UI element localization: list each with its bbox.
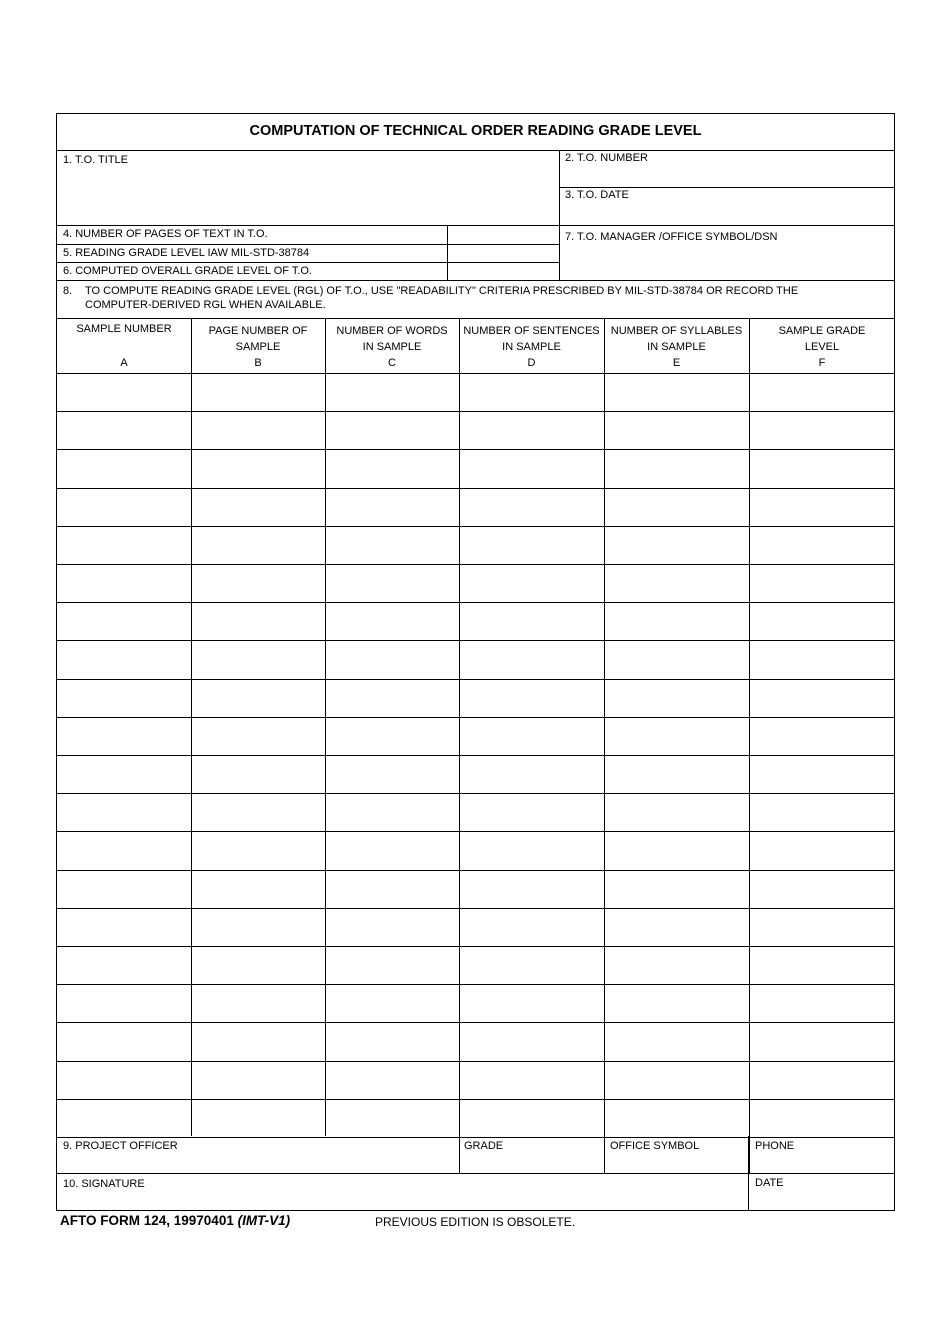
- table-cell-e[interactable]: [605, 947, 748, 983]
- table-cell-d[interactable]: [460, 603, 603, 639]
- divider: [57, 280, 895, 281]
- computed-grade-field[interactable]: [448, 263, 558, 279]
- table-cell-c[interactable]: [326, 871, 458, 907]
- table-cell-e[interactable]: [605, 489, 748, 525]
- to-date-field[interactable]: [560, 203, 894, 224]
- column-header-line2: IN SAMPLE: [647, 341, 706, 353]
- table-cell-d[interactable]: [460, 680, 603, 716]
- table-cell-d[interactable]: [460, 871, 603, 907]
- table-cell-d[interactable]: [460, 1023, 603, 1059]
- table-cell-b[interactable]: [192, 871, 324, 907]
- table-cell-f[interactable]: [750, 1023, 894, 1059]
- column-header-line2: IN SAMPLE: [362, 341, 422, 353]
- table-cell-a[interactable]: [58, 489, 190, 525]
- form-frame: [56, 113, 895, 1211]
- table-cell-a[interactable]: [58, 794, 190, 830]
- table-cell-d[interactable]: [460, 756, 603, 792]
- table-cell-e[interactable]: [605, 1023, 748, 1059]
- table-cell-d[interactable]: [460, 1100, 603, 1136]
- table-cell-e[interactable]: [605, 909, 748, 945]
- table-cell-c[interactable]: [326, 489, 458, 525]
- table-cell-b[interactable]: [192, 412, 324, 448]
- table-cell-e[interactable]: [605, 871, 748, 907]
- table-cell-f[interactable]: [750, 527, 894, 563]
- divider: [57, 1173, 895, 1174]
- table-cell-c[interactable]: [326, 947, 458, 983]
- table-cell-d[interactable]: [460, 718, 603, 754]
- form-identifier: [60, 1213, 290, 1228]
- table-cell-f[interactable]: [750, 832, 894, 868]
- table-cell-a[interactable]: [58, 565, 190, 601]
- office-symbol-field[interactable]: [604, 1154, 748, 1172]
- table-cell-f[interactable]: [750, 1062, 894, 1098]
- divider: [559, 187, 895, 188]
- form-id: AFTO FORM 124, 19970401: [60, 1213, 234, 1228]
- table-cell-f[interactable]: [750, 1100, 894, 1136]
- table-cell-e[interactable]: [605, 794, 748, 830]
- table-cell-d[interactable]: [460, 832, 603, 868]
- column-header-f: [749, 323, 895, 371]
- table-cell-c[interactable]: [326, 1023, 458, 1059]
- column-header-a: [57, 321, 191, 371]
- table-cell-f[interactable]: [750, 374, 894, 410]
- column-letter: A: [120, 357, 128, 369]
- table-cell-b[interactable]: [192, 985, 324, 1021]
- grade-field[interactable]: [459, 1154, 603, 1172]
- table-cell-f[interactable]: [750, 641, 894, 677]
- table-cell-a[interactable]: [58, 450, 190, 486]
- table-cell-e[interactable]: [605, 412, 748, 448]
- instruction-number: 8.: [63, 285, 73, 297]
- table-cell-b[interactable]: [192, 909, 324, 945]
- table-cell-b[interactable]: [192, 756, 324, 792]
- column-header-b: [191, 323, 325, 371]
- project-officer-label: 9. PROJECT OFFICER: [63, 1140, 178, 1152]
- table-cell-e[interactable]: [605, 832, 748, 868]
- table-cell-c[interactable]: [326, 680, 458, 716]
- date-label: DATE: [755, 1177, 784, 1189]
- to-title-field[interactable]: [58, 168, 558, 224]
- project-officer-field[interactable]: [58, 1154, 458, 1172]
- table-cell-f[interactable]: [750, 603, 894, 639]
- table-cell-e[interactable]: [605, 527, 748, 563]
- table-cell-a[interactable]: [58, 1023, 190, 1059]
- table-cell-f[interactable]: [750, 947, 894, 983]
- table-cell-b[interactable]: [192, 641, 324, 677]
- table-cell-a[interactable]: [58, 641, 190, 677]
- table-cell-f[interactable]: [750, 718, 894, 754]
- row-divider: [57, 1137, 895, 1138]
- table-cell-c[interactable]: [326, 527, 458, 563]
- table-cell-b[interactable]: [192, 1062, 324, 1098]
- table-cell-a[interactable]: [58, 909, 190, 945]
- form-title: COMPUTATION OF TECHNICAL ORDER READING GRADE LEVEL: [249, 123, 702, 139]
- table-cell-a[interactable]: [58, 412, 190, 448]
- table-cell-e[interactable]: [605, 1100, 748, 1136]
- table-cell-b[interactable]: [192, 450, 324, 486]
- table-cell-a[interactable]: [58, 603, 190, 639]
- phone-label: PHONE: [755, 1140, 795, 1152]
- table-cell-c[interactable]: [326, 641, 458, 677]
- column-letter: D: [527, 357, 536, 369]
- num-pages-label: 4. NUMBER OF PAGES OF TEXT IN T.O.: [63, 228, 268, 240]
- num-pages-field[interactable]: [448, 226, 558, 243]
- table-cell-b[interactable]: [192, 527, 324, 563]
- table-cell-e[interactable]: [605, 1062, 748, 1098]
- table-cell-a[interactable]: [58, 527, 190, 563]
- grade-label: GRADE: [464, 1140, 504, 1152]
- table-cell-c[interactable]: [326, 450, 458, 486]
- table-cell-c[interactable]: [326, 1100, 458, 1136]
- table-cell-a[interactable]: [58, 374, 190, 410]
- table-cell-b[interactable]: [192, 718, 324, 754]
- computed-grade-label: 6. COMPUTED OVERALL GRADE LEVEL OF T.O.: [63, 265, 312, 277]
- table-cell-d[interactable]: [460, 1062, 603, 1098]
- table-cell-c[interactable]: [326, 565, 458, 601]
- column-header-d: [459, 323, 604, 371]
- table-cell-a[interactable]: [58, 1062, 190, 1098]
- table-cell-e[interactable]: [605, 680, 748, 716]
- instruction-line-2: COMPUTER-DERIVED RGL WHEN AVAILABLE.: [85, 299, 326, 311]
- column-letter: C: [388, 357, 396, 369]
- table-cell-d[interactable]: [460, 909, 603, 945]
- column-header-line2: [57, 337, 191, 353]
- table-cell-b[interactable]: [192, 832, 324, 868]
- table-cell-a[interactable]: [58, 985, 190, 1021]
- office-symbol-label: OFFICE SYMBOL: [610, 1140, 700, 1152]
- column-letter: F: [818, 357, 826, 369]
- table-cell-f[interactable]: [750, 985, 894, 1021]
- column-header-line1: NUMBER OF SYLLABLES: [610, 325, 743, 337]
- column-letter: B: [254, 357, 262, 369]
- table-cell-c[interactable]: [326, 794, 458, 830]
- column-header-line1: SAMPLE GRADE: [778, 325, 866, 337]
- table-cell-b[interactable]: [192, 1023, 324, 1059]
- signature-field[interactable]: [58, 1192, 747, 1210]
- table-cell-e[interactable]: [605, 374, 748, 410]
- to-number-label: 2. T.O. NUMBER: [565, 152, 648, 164]
- table-cell-c[interactable]: [326, 909, 458, 945]
- table-cell-c[interactable]: [326, 756, 458, 792]
- table-cell-f[interactable]: [750, 412, 894, 448]
- column-letter: E: [672, 357, 681, 369]
- table-cell-a[interactable]: [58, 756, 190, 792]
- table-cell-b[interactable]: [192, 489, 324, 525]
- table-cell-b[interactable]: [192, 374, 324, 410]
- column-header-line1: NUMBER OF WORDS: [336, 325, 448, 337]
- column-header-e: [604, 323, 749, 371]
- table-cell-d[interactable]: [460, 794, 603, 830]
- table-cell-c[interactable]: [326, 603, 458, 639]
- table-cell-c[interactable]: [326, 718, 458, 754]
- to-title-label: 1. T.O. TITLE: [63, 154, 129, 166]
- table-cell-b[interactable]: [192, 565, 324, 601]
- table-cell-f[interactable]: [750, 450, 894, 486]
- table-cell-d[interactable]: [460, 527, 603, 563]
- signature-label: 10. SIGNATURE: [63, 1178, 145, 1190]
- table-cell-d[interactable]: [460, 565, 603, 601]
- table-cell-c[interactable]: [326, 832, 458, 868]
- table-cell-a[interactable]: [58, 680, 190, 716]
- table-cell-c[interactable]: [326, 1062, 458, 1098]
- table-cell-d[interactable]: [460, 450, 603, 486]
- column-header-c: [325, 323, 459, 371]
- table-cell-b[interactable]: [192, 794, 324, 830]
- table-cell-d[interactable]: [460, 489, 603, 525]
- column-header-line2: IN SAMPLE: [502, 341, 561, 353]
- table-cell-d[interactable]: [460, 947, 603, 983]
- table-cell-b[interactable]: [192, 947, 324, 983]
- column-header-line2: LEVEL: [804, 341, 840, 353]
- table-cell-f[interactable]: [750, 871, 894, 907]
- table-cell-f[interactable]: [750, 756, 894, 792]
- divider: [57, 318, 895, 319]
- table-cell-a[interactable]: [58, 718, 190, 754]
- table-cell-e[interactable]: [605, 603, 748, 639]
- edition-note: PREVIOUS EDITION IS OBSOLETE.: [375, 1215, 576, 1229]
- table-cell-d[interactable]: [460, 412, 603, 448]
- column-header-line2: SAMPLE: [235, 341, 281, 353]
- table-cell-f[interactable]: [750, 794, 894, 830]
- column-header-line1: SAMPLE NUMBER: [76, 323, 172, 335]
- table-cell-a[interactable]: [58, 947, 190, 983]
- column-header-line1: PAGE NUMBER OF: [208, 325, 308, 337]
- reading-grade-field[interactable]: [448, 245, 558, 261]
- table-cell-b[interactable]: [192, 1100, 324, 1136]
- table-cell-a[interactable]: [58, 1100, 190, 1136]
- table-cell-e[interactable]: [605, 565, 748, 601]
- table-cell-e[interactable]: [605, 756, 748, 792]
- table-cell-c[interactable]: [326, 374, 458, 410]
- phone-field[interactable]: [749, 1154, 894, 1172]
- table-cell-d[interactable]: [460, 641, 603, 677]
- divider: [57, 150, 895, 151]
- table-cell-e[interactable]: [605, 718, 748, 754]
- table-cell-a[interactable]: [58, 832, 190, 868]
- table-cell-e[interactable]: [605, 985, 748, 1021]
- table-cell-f[interactable]: [750, 489, 894, 525]
- table-cell-f[interactable]: [750, 909, 894, 945]
- table-cell-d[interactable]: [460, 374, 603, 410]
- table-cell-a[interactable]: [58, 871, 190, 907]
- manager-field[interactable]: [560, 245, 894, 279]
- table-cell-f[interactable]: [750, 680, 894, 716]
- manager-label: 7. T.O. MANAGER /OFFICE SYMBOL/DSN: [565, 231, 778, 243]
- table-cell-e[interactable]: [605, 641, 748, 677]
- table-cell-c[interactable]: [326, 985, 458, 1021]
- table-cell-b[interactable]: [192, 680, 324, 716]
- instruction-line-1: TO COMPUTE READING GRADE LEVEL (RGL) OF T.O., USE "READABILITY" CRITERIA PRESCRIBED BY MIL-STD-38784 OR RECORD THE: [85, 285, 799, 297]
- table-cell-d[interactable]: [460, 985, 603, 1021]
- to-number-field[interactable]: [560, 166, 894, 186]
- reading-grade-label: 5. READING GRADE LEVEL IAW MIL-STD-38784: [63, 247, 310, 259]
- date-field[interactable]: [749, 1191, 894, 1210]
- form-version: (IMT-V1): [237, 1213, 291, 1228]
- to-date-label: 3. T.O. DATE: [565, 189, 629, 201]
- table-cell-e[interactable]: [605, 450, 748, 486]
- table-cell-c[interactable]: [326, 412, 458, 448]
- column-header-line1: NUMBER OF SENTENCES: [463, 325, 600, 337]
- table-cell-f[interactable]: [750, 565, 894, 601]
- table-cell-b[interactable]: [192, 603, 324, 639]
